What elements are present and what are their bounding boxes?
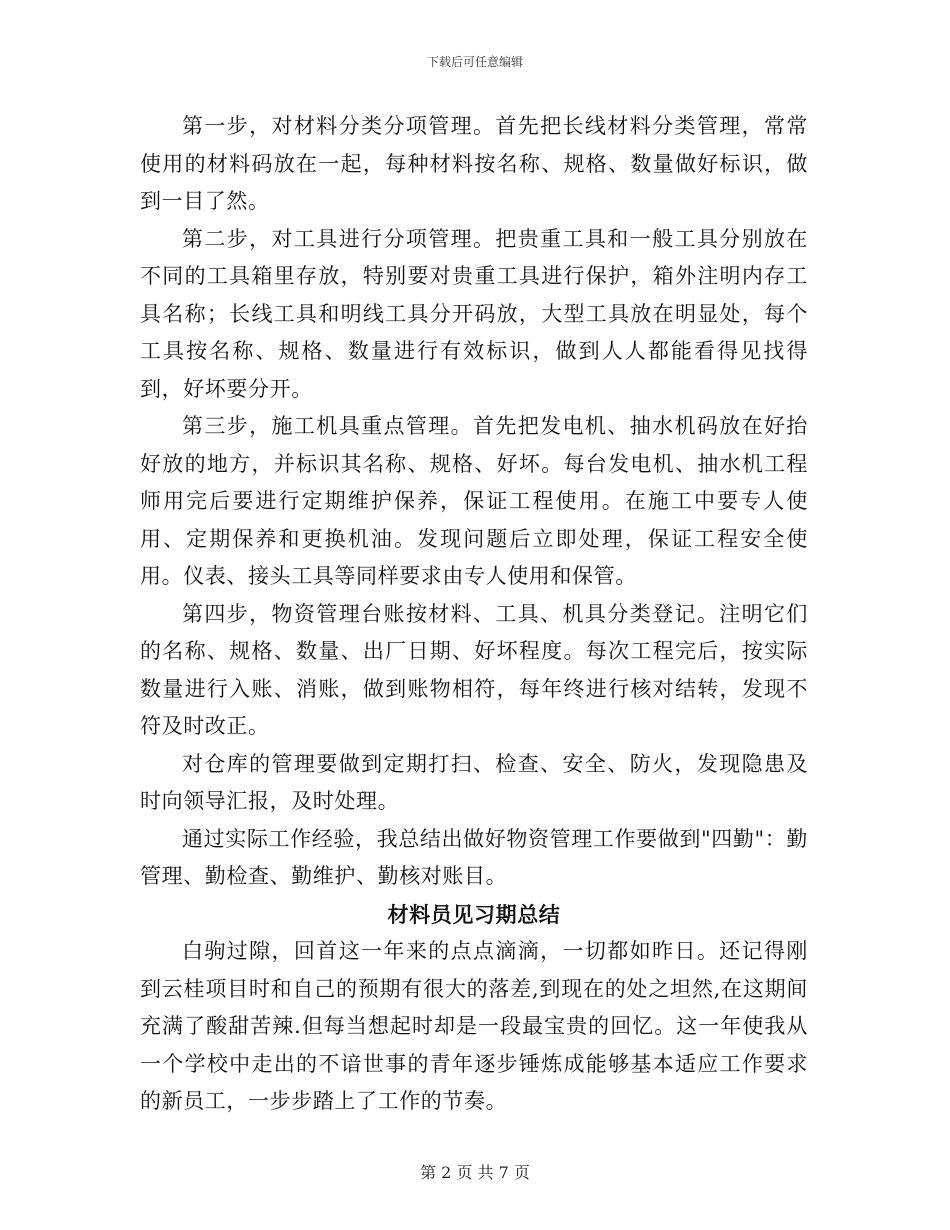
paragraph-step-2: 第二步，对工具进行分项管理。把贵重工具和一般工具分别放在不同的工具箱里存放，特别要对贵重工具进行保护，箱外注明内存工具名称；长线工具和明线工具分开码放，大型工具放在明显处，每个工具按名称、规格、数量进行有效标识，做到人人都能看得见找得到，好坏要分开。 bbox=[140, 226, 808, 401]
document-body bbox=[140, 108, 808, 1121]
page-header: 下载后可任意编辑 bbox=[426, 55, 523, 69]
paragraph-warehouse: 对仓库的管理要做到定期打扫、检查、安全、防火，发现隐患及时向领导汇报，及时处理。 bbox=[140, 751, 808, 813]
section-title: 材料员见习期总结 bbox=[387, 901, 561, 927]
paragraph-four-diligence: 通过实际工作经验，我总结出做好物资管理工作要做到"四勤"：勤管理、勤检查、勤维护、勤核对账目。 bbox=[140, 826, 808, 888]
paragraph-step-1: 第一步，对材料分类分项管理。首先把长线材料分类管理，常常使用的材料码放在一起，每种材料按名称、规格、数量做好标识，做到一目了然。 bbox=[140, 114, 808, 213]
paragraph-step-3: 第三步，施工机具重点管理。首先把发电机、抽水机码放在好抬好放的地方，并标识其名称、规格、好坏。每台发电机、抽水机工程师用完后要进行定期维护保养，保证工程使用。在施工中要专人使用、定期保养和更换机油。发现问题后立即处理，保证工程安全使用。仪表、接头工具等同样要求由专人使用和保管。 bbox=[140, 414, 808, 588]
paragraph-step-4: 第四步，物资管理台账按材料、工具、机具分类登记。注明它们的名称、规格、数量、出厂日期、好坏程度。每次工程完后，按实际数量进行入账、消账，做到账物相符，每年终进行核对结转，发现不符及时改正。 bbox=[140, 601, 808, 738]
paragraph-summary-intro: 白驹过隙，回首这一年来的点点滴滴，一切都如昨日。还记得刚到云桂项目时和自己的预期有很大的落差,到现在的处之坦然,在这期间充满了酸甜苦辣.但每当想起时却是一段最宝贵的回忆。这一年使我从一个学校中走出的不谙世事的青年逐步锤炼成能够基本适应工作要求的新员工，一步步踏上了工作的节奏。 bbox=[140, 939, 808, 1113]
page-footer: 第 2 页 共 7 页 bbox=[420, 1163, 530, 1182]
